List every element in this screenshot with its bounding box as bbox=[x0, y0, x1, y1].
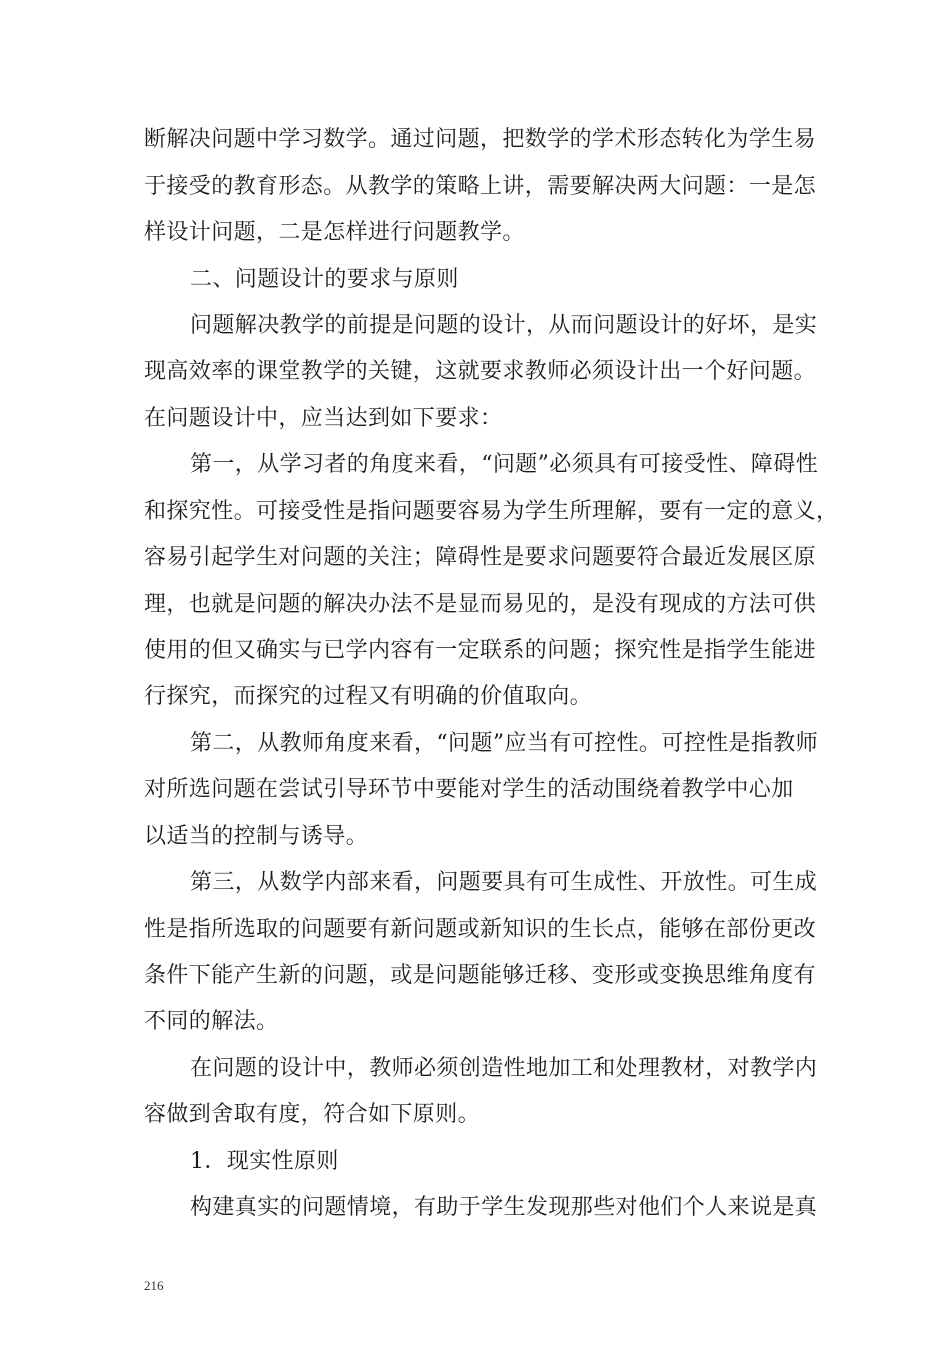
text-line: 行探究，而探究的过程又有明确的价值取向。 bbox=[144, 684, 593, 709]
text-line: 使用的但又确实与已学内容有一定联系的问题；探究性是指学生能进 bbox=[144, 638, 817, 663]
text-line: 在问题的设计中，教师必须创造性地加工和处理教材，对教学内 bbox=[190, 1056, 818, 1081]
text-line: 对所选问题在尝试引导环节中要能对学生的活动围绕着教学中心加 bbox=[144, 777, 794, 802]
text-line: 现高效率的课堂教学的关键，这就要求教师必须设计出一个好问题。 bbox=[144, 359, 817, 384]
text-line: 以适当的控制与诱导。 bbox=[144, 824, 369, 849]
subsection-heading: 1．现实性原则 bbox=[190, 1149, 339, 1174]
text-line: 构建真实的问题情境，有助于学生发现那些对他们个人来说是真 bbox=[190, 1195, 818, 1220]
text-line: 第一，从学习者的角度来看，“问题”必须具有可接受性、障碍性 bbox=[190, 452, 819, 477]
text-line: 在问题设计中，应当达到如下要求： bbox=[144, 406, 503, 431]
text-line: 不同的解法。 bbox=[144, 1009, 279, 1034]
text-line: 和探究性。可接受性是指问题要容易为学生所理解，要有一定的意义， bbox=[144, 499, 839, 524]
text-line: 样设计问题，二是怎样进行问题教学。 bbox=[144, 220, 525, 245]
text-line: 容做到舍取有度，符合如下原则。 bbox=[144, 1102, 481, 1127]
text-line: 条件下能产生新的问题，或是问题能够迁移、变形或变换思维角度有 bbox=[144, 963, 817, 988]
section-heading: 二、问题设计的要求与原则 bbox=[190, 267, 459, 292]
text-line: 第二，从教师角度来看，“问题”应当有可控性。可控性是指教师 bbox=[190, 731, 819, 756]
text-line: 问题解决教学的前提是问题的设计，从而问题设计的好坏，是实 bbox=[190, 313, 818, 338]
text-line: 理，也就是问题的解决办法不是显而易见的，是没有现成的方法可供 bbox=[144, 592, 817, 617]
text-line: 容易引起学生对问题的关注；障碍性是要求问题要符合最近发展区原 bbox=[144, 545, 817, 570]
text-line: 断解决问题中学习数学。通过问题，把数学的学术形态转化为学生易 bbox=[144, 127, 817, 152]
text-line: 第三，从数学内部来看，问题要具有可生成性、开放性。可生成 bbox=[190, 870, 818, 895]
text-line: 性是指所选取的问题要有新问题或新知识的生长点，能够在部份更改 bbox=[144, 917, 817, 942]
page-number: 216 bbox=[144, 1278, 164, 1293]
text-line: 于接受的教育形态。从教学的策略上讲，需要解决两大问题：一是怎 bbox=[144, 174, 817, 199]
